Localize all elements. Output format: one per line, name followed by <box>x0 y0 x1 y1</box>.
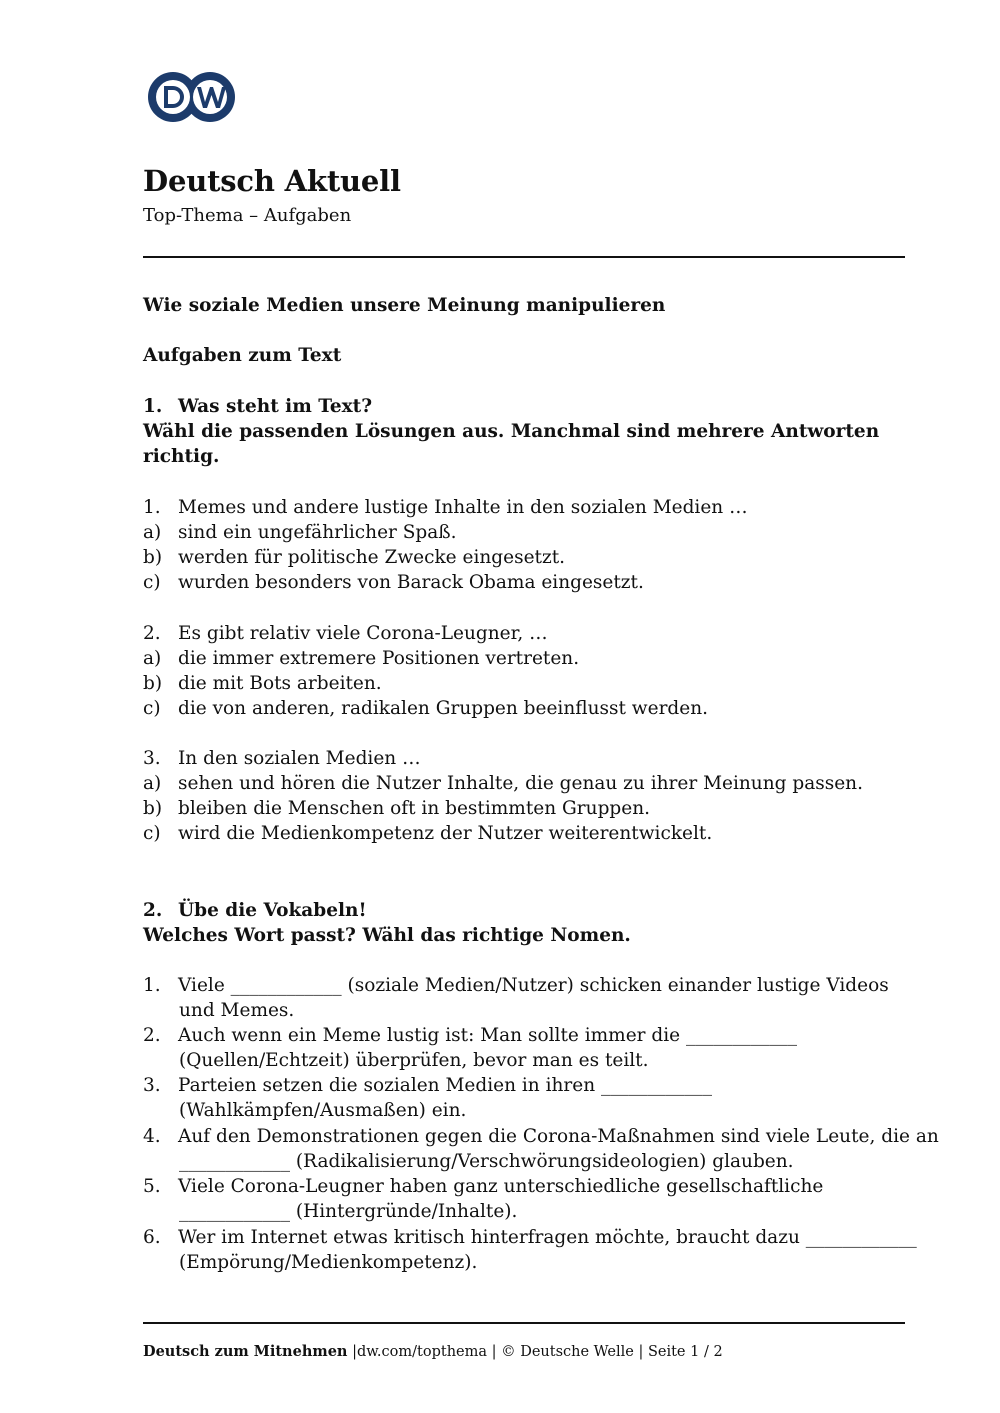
option-label: a) <box>143 648 162 669</box>
task1-heading <box>143 394 903 419</box>
option-text: werden für politische Zwecke eingesetzt. <box>178 547 566 568</box>
option-label: c) <box>143 698 161 719</box>
question-number: 1. <box>143 497 161 518</box>
option-label: a) <box>143 773 162 794</box>
vocab-item-6[interactable] <box>143 1225 923 1250</box>
option-label: b) <box>143 673 163 694</box>
vocab-item-2-cont: (Quellen/Echtzeit) überprüfen, bevor man es teilt. <box>179 1050 649 1071</box>
vocab-item-3-cont: (Wahlkämpfen/Ausmaßen) ein. <box>179 1100 467 1121</box>
question-number: 3. <box>143 748 161 769</box>
q3-option-c[interactable] <box>143 821 923 846</box>
item-number: 6. <box>143 1227 161 1248</box>
q1-option-a[interactable] <box>143 520 923 545</box>
item-text: Parteien setzen die sozialen Medien in ihren ____________ <box>178 1075 712 1096</box>
task1-heading-text: Was steht im Text? <box>178 396 373 417</box>
question-stem: Memes und andere lustige Inhalte in den sozialen Medien … <box>178 497 748 518</box>
q1-option-b[interactable] <box>143 545 923 570</box>
header-divider <box>143 256 905 258</box>
task2-heading-text: Übe die Vokabeln! <box>178 900 367 921</box>
vocab-item-5-cont: ____________ (Hintergründe/Inhalte). <box>179 1201 518 1222</box>
option-label: a) <box>143 522 162 543</box>
vocab-item-1-cont: und Memes. <box>179 1000 295 1021</box>
question-1 <box>143 495 923 520</box>
footer <box>143 1343 723 1360</box>
item-text: Viele Corona-Leugner haben ganz unterschiedliche gesellschaftliche <box>178 1176 824 1197</box>
footer-info: |dw.com/topthema | © Deutsche Welle | Seite 1 / 2 <box>347 1344 723 1360</box>
question-stem: In den sozialen Medien … <box>178 748 421 769</box>
article-title: Wie soziale Medien unsere Meinung manipulieren <box>143 295 666 316</box>
question-3 <box>143 746 923 771</box>
option-text: sind ein ungefährlicher Spaß. <box>178 522 457 543</box>
item-number: 4. <box>143 1126 161 1147</box>
task2-heading <box>143 898 903 923</box>
vocab-item-4-cont: ____________ (Radikalisierung/Verschwörungsideologien) glauben. <box>179 1151 794 1172</box>
section-title: Aufgaben zum Text <box>143 345 342 366</box>
q2-option-b[interactable] <box>143 671 923 696</box>
vocab-item-5[interactable] <box>143 1174 923 1199</box>
option-text: die mit Bots arbeiten. <box>178 673 382 694</box>
item-text: Auf den Demonstrationen gegen die Corona-Maßnahmen sind viele Leute, die an <box>178 1126 939 1147</box>
vocab-item-1[interactable] <box>143 973 923 998</box>
option-text: wird die Medienkompetenz der Nutzer weiterentwickelt. <box>178 823 713 844</box>
q3-option-a[interactable] <box>143 771 923 796</box>
item-number: 3. <box>143 1075 161 1096</box>
q2-option-a[interactable] <box>143 646 923 671</box>
option-label: c) <box>143 572 161 593</box>
option-label: b) <box>143 547 163 568</box>
page-subtitle: Top-Thema – Aufgaben <box>143 205 352 226</box>
option-label: b) <box>143 798 163 819</box>
footer-brand: Deutsch zum Mitnehmen <box>143 1343 348 1360</box>
item-number: 2. <box>143 1025 161 1046</box>
vocab-item-2[interactable] <box>143 1023 923 1048</box>
dw-logo <box>147 71 237 123</box>
task2-number: 2. <box>143 900 163 921</box>
item-text: Wer im Internet etwas kritisch hinterfragen möchte, braucht dazu ____________ <box>178 1227 917 1248</box>
option-text: wurden besonders von Barack Obama eingesetzt. <box>178 572 644 593</box>
item-text: Auch wenn ein Meme lustig ist: Man sollte immer die ____________ <box>178 1025 797 1046</box>
vocab-item-4[interactable] <box>143 1124 939 1149</box>
item-number: 1. <box>143 975 161 996</box>
item-text: Viele ____________ (soziale Medien/Nutzer) schicken einander lustige Videos <box>178 975 889 996</box>
task1-instruction-line2: richtig. <box>143 446 220 467</box>
question-number: 2. <box>143 623 161 644</box>
item-number: 5. <box>143 1176 161 1197</box>
task2-instruction: Welches Wort passt? Wähl das richtige Nomen. <box>143 925 631 946</box>
task1-number: 1. <box>143 396 163 417</box>
q2-option-c[interactable] <box>143 696 923 721</box>
dw-logo-icon <box>147 71 237 123</box>
question-stem: Es gibt relativ viele Corona-Leugner, … <box>178 623 548 644</box>
task1-instruction-line1: Wähl die passenden Lösungen aus. Manchmal sind mehrere Antworten <box>143 421 880 442</box>
option-label: c) <box>143 823 161 844</box>
question-2 <box>143 621 923 646</box>
vocab-item-6-cont: (Empörung/Medienkompetenz). <box>179 1252 478 1273</box>
vocab-item-3[interactable] <box>143 1073 923 1098</box>
footer-divider <box>143 1322 905 1324</box>
q1-option-c[interactable] <box>143 570 923 595</box>
option-text: die von anderen, radikalen Gruppen beeinflusst werden. <box>178 698 709 719</box>
q3-option-b[interactable] <box>143 796 923 821</box>
page-title: Deutsch Aktuell <box>143 164 401 198</box>
option-text: die immer extremere Positionen vertreten. <box>178 648 580 669</box>
option-text: sehen und hören die Nutzer Inhalte, die genau zu ihrer Meinung passen. <box>178 773 863 794</box>
option-text: bleiben die Menschen oft in bestimmten Gruppen. <box>178 798 650 819</box>
